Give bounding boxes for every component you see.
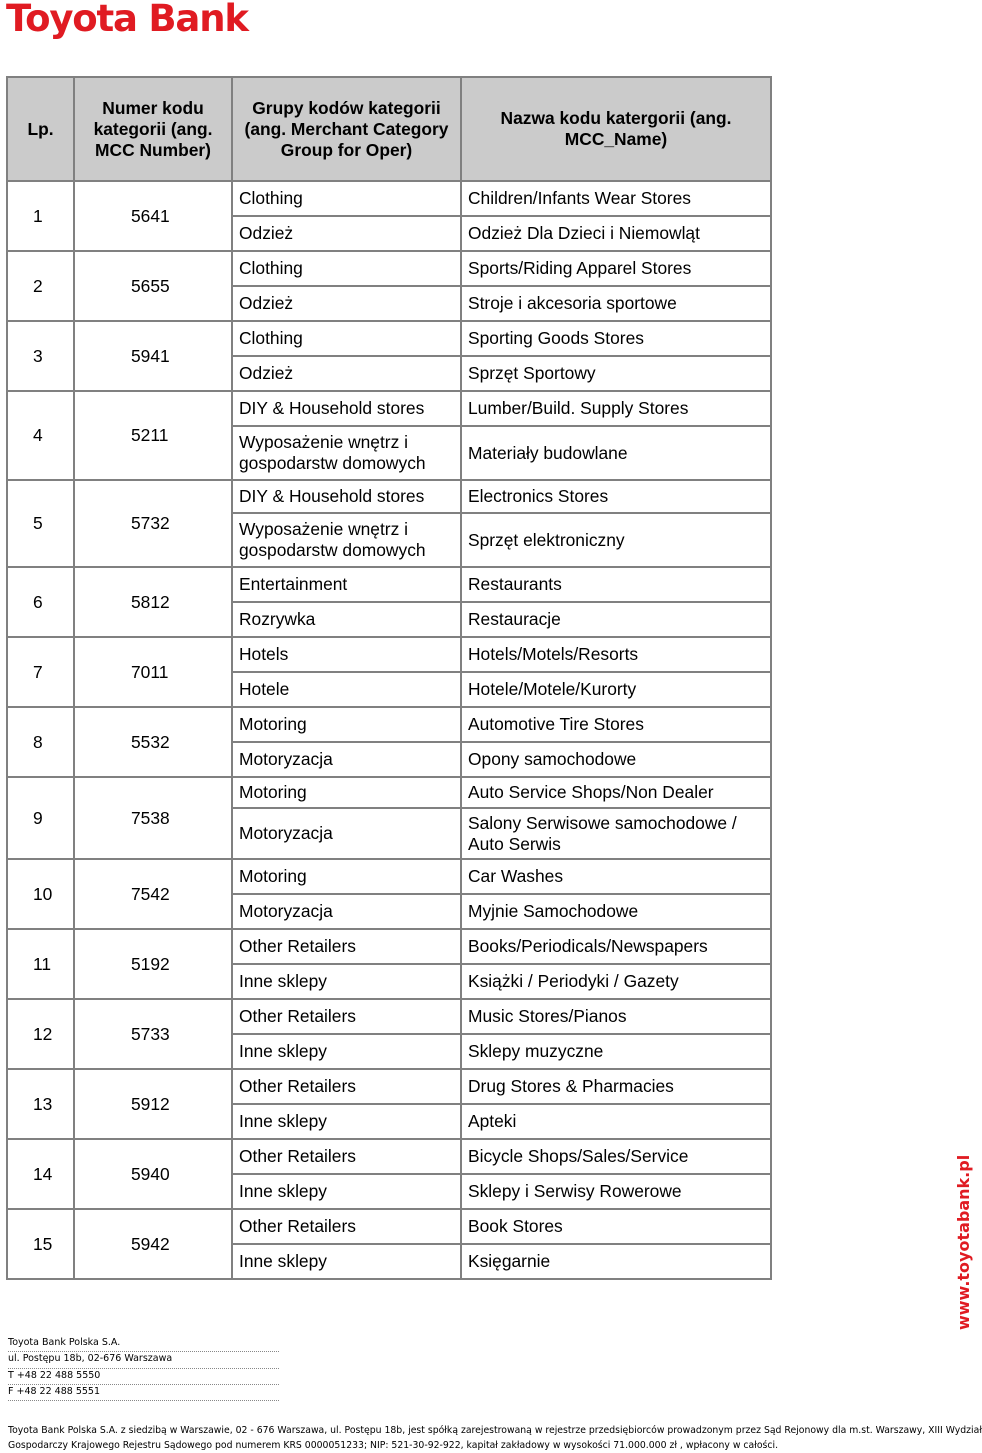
cell-mcc-number: 5641 [74, 181, 232, 251]
cell-lp: 13 [7, 1069, 74, 1139]
cell-name-en: Bicycle Shops/Sales/Service [461, 1139, 771, 1174]
cell-group-en: DIY & Household stores [232, 391, 461, 426]
cell-lp: 6 [7, 567, 74, 637]
cell-group-pl: Inne sklepy [232, 1174, 461, 1209]
cell-name-en: Book Stores [461, 1209, 771, 1244]
cell-group-pl: Odzież [232, 286, 461, 321]
cell-group-pl: Wyposażenie wnętrz i gospodarstw domowych [232, 513, 461, 567]
cell-name-en: Books/Periodicals/Newspapers [461, 929, 771, 964]
cell-mcc-number: 5812 [74, 567, 232, 637]
cell-name-en: Drug Stores & Pharmacies [461, 1069, 771, 1104]
cell-name-pl: Sklepy i Serwisy Rowerowe [461, 1174, 771, 1209]
cell-name-pl: Hotele/Motele/Kurorty [461, 672, 771, 707]
cell-group-en: Other Retailers [232, 1139, 461, 1174]
cell-name-en: Automotive Tire Stores [461, 707, 771, 742]
table-body [7, 181, 771, 1279]
cell-group-pl: Motoryzacja [232, 808, 461, 859]
mcc-category-table [6, 76, 772, 1280]
cell-name-en: Music Stores/Pianos [461, 999, 771, 1034]
cell-group-pl: Hotele [232, 672, 461, 707]
cell-name-en: Restaurants [461, 567, 771, 602]
cell-mcc-number: 5211 [74, 391, 232, 480]
table-row [7, 1139, 771, 1174]
cell-name-pl: Stroje i akcesoria sportowe [461, 286, 771, 321]
cell-name-pl: Książki / Periodyki / Gazety [461, 964, 771, 999]
cell-group-pl: Inne sklepy [232, 1104, 461, 1139]
cell-lp: 10 [7, 859, 74, 929]
cell-mcc-number: 5912 [74, 1069, 232, 1139]
cell-group-en: Other Retailers [232, 929, 461, 964]
cell-group-pl: Odzież [232, 356, 461, 391]
cell-name-pl: Księgarnie [461, 1244, 771, 1279]
table-row [7, 859, 771, 894]
cell-lp: 1 [7, 181, 74, 251]
table-row [7, 929, 771, 964]
table-row [7, 391, 771, 426]
header-lp: Lp. [7, 77, 74, 181]
cell-name-pl: Sprzęt Sportowy [461, 356, 771, 391]
cell-group-en: Motoring [232, 707, 461, 742]
cell-group-pl: Motoryzacja [232, 742, 461, 777]
cell-mcc-number: 5733 [74, 999, 232, 1069]
website-url[interactable]: www.toyotabank.pl [954, 1154, 973, 1330]
table-row [7, 1069, 771, 1104]
cell-group-en: Other Retailers [232, 999, 461, 1034]
cell-group-pl: Odzież [232, 216, 461, 251]
cell-group-pl: Inne sklepy [232, 1034, 461, 1069]
cell-mcc-number: 5655 [74, 251, 232, 321]
legal-line-2: Gospodarczy Krajowego Rejestru Sądowego pod numerem KRS 0000051233; NIP: 521-30-92-922, kapitał zakładowy w wysokości 71.000.000 zł , wpłacony w całości. [8, 1440, 779, 1451]
cell-name-pl: Salony Serwisowe samochodowe / Auto Serwis [461, 808, 771, 859]
contact-phone: T +48 22 488 5550 [8, 1369, 279, 1385]
cell-group-pl: Inne sklepy [232, 964, 461, 999]
cell-name-pl: Sklepy muzyczne [461, 1034, 771, 1069]
cell-lp: 12 [7, 999, 74, 1069]
cell-mcc-number: 7538 [74, 777, 232, 859]
table-row [7, 181, 771, 216]
cell-group-pl: Rozrywka [232, 602, 461, 637]
table-header-row [7, 77, 771, 181]
cell-mcc-number: 5192 [74, 929, 232, 999]
table-row [7, 777, 771, 808]
cell-mcc-number: 5942 [74, 1209, 232, 1279]
cell-name-en: Electronics Stores [461, 480, 771, 513]
cell-lp: 4 [7, 391, 74, 480]
header-mcc-number: Numer kodu kategorii (ang. MCC Number) [74, 77, 232, 181]
cell-name-en: Lumber/Build. Supply Stores [461, 391, 771, 426]
cell-name-pl: Apteki [461, 1104, 771, 1139]
cell-lp: 7 [7, 637, 74, 707]
cell-name-pl: Restauracje [461, 602, 771, 637]
cell-name-en: Auto Service Shops/Non Dealer [461, 777, 771, 808]
cell-group-en: Clothing [232, 181, 461, 216]
cell-group-pl: Motoryzacja [232, 894, 461, 929]
cell-group-pl: Wyposażenie wnętrz i gospodarstw domowych [232, 426, 461, 480]
cell-name-pl: Myjnie Samochodowe [461, 894, 771, 929]
cell-group-en: Other Retailers [232, 1069, 461, 1104]
table-row [7, 707, 771, 742]
cell-name-en: Children/Infants Wear Stores [461, 181, 771, 216]
cell-lp: 11 [7, 929, 74, 999]
header-mcc-name: Nazwa kodu katergorii (ang. MCC_Name) [461, 77, 771, 181]
cell-name-pl: Sprzęt elektroniczny [461, 513, 771, 567]
cell-name-pl: Odzież Dla Dzieci i Niemowląt [461, 216, 771, 251]
cell-group-en: Motoring [232, 777, 461, 808]
cell-lp: 2 [7, 251, 74, 321]
legal-footer [8, 1423, 982, 1453]
contact-fax: F +48 22 488 5551 [8, 1385, 279, 1401]
cell-group-en: Entertainment [232, 567, 461, 602]
legal-line-1: Toyota Bank Polska S.A. z siedzibą w Warszawie, 02 - 676 Warszawa, ul. Postępu 18b, jest spółką zarejestrowaną w rejestrze przedsiębiorców prowadzonym przez Sąd Rejonowy dla m.st. Warszawy, XIII Wydział [8, 1425, 982, 1436]
cell-group-en: Motoring [232, 859, 461, 894]
cell-name-en: Hotels/Motels/Resorts [461, 637, 771, 672]
table-row [7, 1209, 771, 1244]
cell-lp: 5 [7, 480, 74, 567]
toyota-bank-logo: Toyota Bank [6, 0, 248, 40]
contact-block [8, 1336, 279, 1401]
cell-name-en: Car Washes [461, 859, 771, 894]
cell-group-en: Hotels [232, 637, 461, 672]
cell-mcc-number: 7011 [74, 637, 232, 707]
cell-lp: 8 [7, 707, 74, 777]
cell-group-en: Clothing [232, 251, 461, 286]
cell-mcc-number: 5532 [74, 707, 232, 777]
cell-lp: 3 [7, 321, 74, 391]
cell-lp: 14 [7, 1139, 74, 1209]
cell-name-pl: Materiały budowlane [461, 426, 771, 480]
cell-group-en: Other Retailers [232, 1209, 461, 1244]
cell-mcc-number: 7542 [74, 859, 232, 929]
cell-mcc-number: 5941 [74, 321, 232, 391]
cell-group-en: Clothing [232, 321, 461, 356]
cell-mcc-number: 5940 [74, 1139, 232, 1209]
table-row [7, 637, 771, 672]
table-row [7, 999, 771, 1034]
table-row [7, 251, 771, 286]
cell-name-en: Sporting Goods Stores [461, 321, 771, 356]
cell-name-en: Sports/Riding Apparel Stores [461, 251, 771, 286]
cell-lp: 15 [7, 1209, 74, 1279]
contact-company: Toyota Bank Polska S.A. [8, 1336, 279, 1352]
cell-mcc-number: 5732 [74, 480, 232, 567]
contact-address: ul. Postępu 18b, 02-676 Warszawa [8, 1352, 279, 1368]
table-row [7, 321, 771, 356]
cell-lp: 9 [7, 777, 74, 859]
cell-group-pl: Inne sklepy [232, 1244, 461, 1279]
header-category-group: Grupy kodów kategorii (ang. Merchant Category Group for Oper) [232, 77, 461, 181]
cell-group-en: DIY & Household stores [232, 480, 461, 513]
table-row [7, 480, 771, 513]
table-row [7, 567, 771, 602]
cell-name-pl: Opony samochodowe [461, 742, 771, 777]
